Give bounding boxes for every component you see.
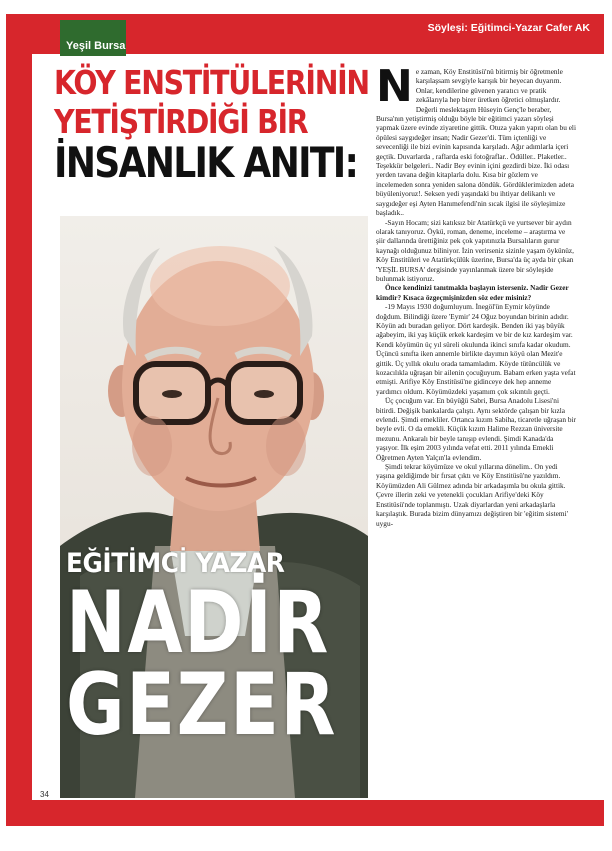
interview-question: Önce kendinizi tanıtmakla başlayın isterseniz. Nadir Gezer kimdir? Kısaca özgeçmişinizden söz eder misiniz? xyxy=(376,283,569,302)
left-red-band xyxy=(6,14,32,826)
interview-byline: Söyleşi: Eğitimci-Yazar Cafer AK xyxy=(427,22,590,34)
brand-prefix: Yeşil xyxy=(66,40,92,52)
subject-last-name: GEZER xyxy=(66,654,338,755)
magazine-logo xyxy=(60,20,126,56)
right-red-strip xyxy=(580,14,604,54)
page-number: 34 xyxy=(40,790,49,799)
bottom-red-band xyxy=(6,800,604,826)
brand-main: Bursa xyxy=(94,40,126,52)
article-body xyxy=(376,61,576,528)
article-paragraph: Şimdi tekrar köyümüze ve okul yıllarına dönelim.. On yedi yaşına geldiğimde bir fırsat çıktı ve Köy Enstitüsü'ne yazıldım. Köyümüzden Ali Gülmez adında bir arkadaşımla bu okula gittik. Çevre illerin zeki ve yetenekli çocukları Arifiye'deki Köy Enstitüsü'nde toplanmıştı. Uzak diyarlardan yeni arkadaşlarla karşılaştık. Burada bizim dünyamızı değiştiren bir 'eğitim sistemi' uygu- xyxy=(376,462,568,528)
subject-first-name: NADİR xyxy=(66,573,331,673)
drop-cap: N xyxy=(376,61,413,112)
headline-line-1: KÖY ENSTİTÜLERİNİN xyxy=(54,63,369,102)
subject-role: EĞİTİMCİ YAZAR xyxy=(66,548,285,579)
name-overlay xyxy=(66,548,366,755)
headline-line-2: YETİŞTİRDİĞİ BİR xyxy=(54,102,308,141)
article-paragraph: e zaman, Köy Enstitüsü'nü bitirmiş bir öğretmenle karşılaşsam sevgiyle karışık bir heyecan duyarım. Onlar, kendilerine güvenen yaratıcı ve pratik zekâlarıyla hep birer üretken öğretici olmuşlardır. Değerli meslektaşım Hüseyin Genç'le beraber, Bursa'nın yetiştirmiş olduğu böyle bir eğitimci yazarı söyleşi yapmak üzere evinde ziyaretine gittik. Otuza yakın yapıtı olan bu eli öpülesi saygıdeğer insan; Nadir Gezer'di. Tüm içtenliği ve sevecenliği ile bizi evinin kapısında karşıladı. Ağır adımlarla içeri geçtik. Duvarlarda , raflarda eski fotoğraflar.. Ödüller.. Plaketler.. Teşekkür belgeleri.. Nadir Bey evinin içini gezdirdi bize. İki odası yerden tavana değin kitaplarla dolu. Kısa bir gözlem ve incelemeden sonra yeniden salona döndük. Gördüklerimizden adeta büyüleniyoruz!. Seksen yedi yaşındaki bu ihtiyar delikanlı ve saygıdeğer eşi Ayten Hanımefendi'nin sıcak ilgisi ile söyleşimize başladık.. xyxy=(376,67,576,218)
headline-line-3: İNSANLIK ANITI: xyxy=(54,138,358,187)
article-paragraph: Üç çocuğum var. En büyüğü Sabri, Bursa Anadolu Lisesi'ni bitirdi. Değişik bankalarda çalıştı. Aynı sektörde çalışan bir kızla evlendi. Şimdi emekliler. Ortanca kızım Sabiha, ticaretle uğraşan bir beyle evli. O da emekli. Küçük kızım Halime Rezzan üniversite mezunu. Ankaralı bir beyle tanışıp evlendi. Şimdi Kanada'da yaşıyor. İlk eşim 2003 yılında vefat etti. 2011 yılında Emekli Öğretmen Ayten Yalçın'la evlendim. xyxy=(376,396,576,462)
article-paragraph: -19 Mayıs 1930 doğumluyum. İnegöl'ün Eymir köyünde doğdum. Bilindiği üzere 'Eymir' 24 Oğuz boyundan birinin adıdır. Köyün adı buradan geliyor. Dört kardeşik. Benden iki yaş büyük ağabeyim, iki yaş küçük erkek kardeşim ve bir de kız kardeşim var. Kendi köyümün üç yıl süreli okulunda ikinci sınıfa kadar okudum. Üçüncü sınıfta iken annemle birlikte dayımın köyü olan Mezit'e gittik. Üç yıllık okulu orada tamamladım. Köyde tütüncülük ve kozacılıkla uğraşan bir ailenin çocuğuyum. Babam erken yaşta vefat etmişti. Arifiye Köy Enstitüsü'ne gidinceye dek hep anneme yardımcı oldum. Köyümüzdeki yaşamım çok sıkıntılı geçti. xyxy=(376,302,576,396)
article-paragraph: -Sayın Hocam; sizi katıksız bir Atatürkçü ve yurtsever bir aydın olarak tanıyoruz. Öykü, roman, deneme, inceleme – araştırma ve şiir dallarında ürettiğiniz pek çok yapıtınızla Bursalıların gurur kaynağı olduğunuz biliniyor. İzin verirseniz sizinle yaşam öykünüz, Köy Enstitüleri ve Atatürkçülük üzerine, Bursa'da üç ayda bir çıkan 'YEŞİL BURSA' dergisinde yayınlanmak üzere bir söyleşide bulunmak istiyoruz. xyxy=(376,217,574,283)
headline xyxy=(54,63,374,187)
